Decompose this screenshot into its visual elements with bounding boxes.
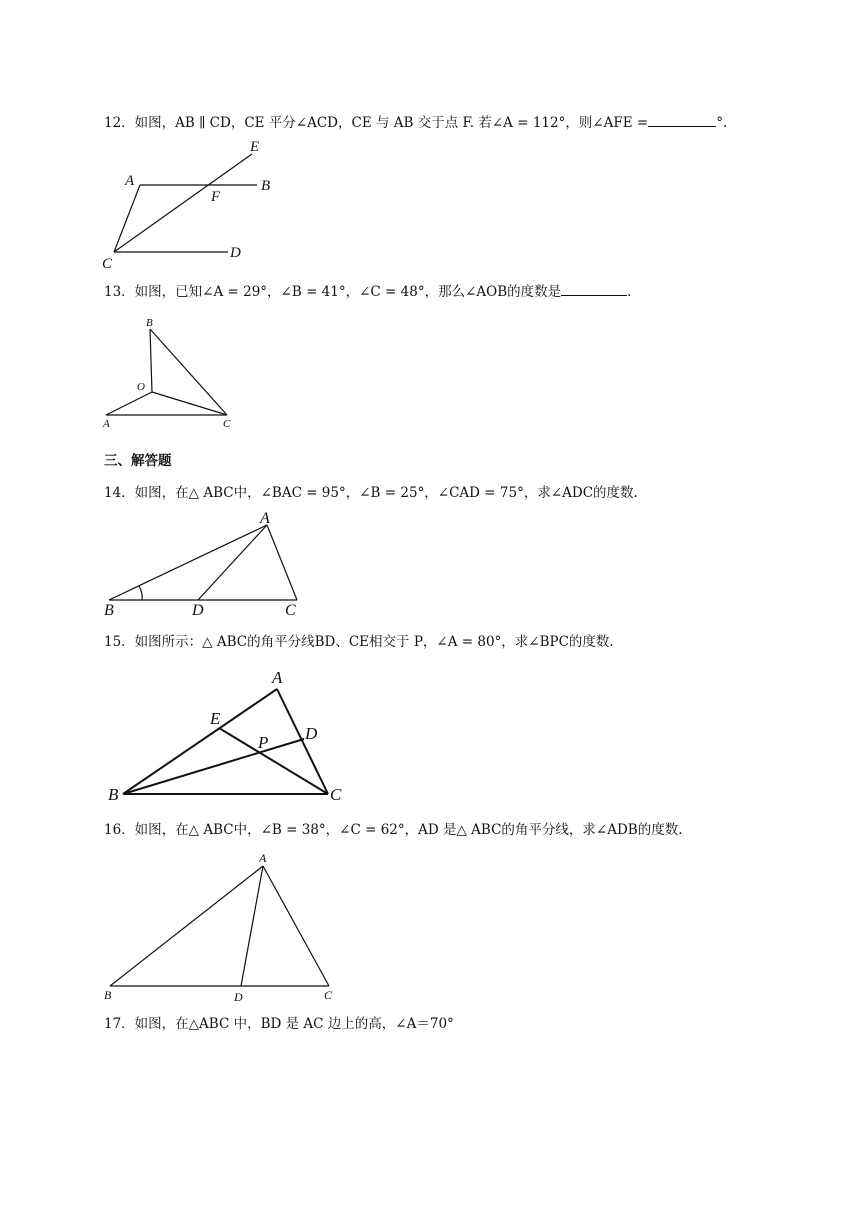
label-P: P	[258, 733, 269, 752]
figure-13	[100, 312, 240, 432]
question-16	[104, 820, 683, 840]
segment-BO	[150, 329, 152, 392]
label-C: C	[330, 785, 342, 804]
label-F: F	[211, 189, 221, 205]
segment-BC	[150, 329, 227, 415]
label-A: A	[259, 851, 267, 865]
figure-12	[100, 138, 300, 272]
label-D: D	[192, 602, 204, 619]
label-D: D	[230, 245, 241, 261]
segment-AD	[241, 866, 263, 986]
segment-CE	[114, 154, 252, 252]
question-13	[104, 281, 631, 302]
label-B: B	[146, 317, 153, 329]
answer-blank-12	[648, 112, 716, 127]
segment-OC	[152, 392, 227, 415]
label-C: C	[102, 256, 113, 272]
label-E: E	[210, 709, 221, 728]
question-12-text: 12．如图，AB ∥ CD，CE 平分∠ACD，CE 与 AB 交于点 F. 若∠A = 112°，则∠AFE =	[104, 115, 649, 131]
answer-blank-13	[561, 281, 627, 296]
label-B: B	[104, 602, 114, 619]
label-D: D	[305, 724, 318, 743]
segment-BA	[110, 866, 263, 986]
label-C: C	[223, 418, 231, 430]
label-A: A	[103, 418, 110, 430]
figure-16	[100, 848, 350, 1008]
label-B: B	[104, 988, 112, 1002]
question-16-text: 16．如图，在△ ABC中，∠B = 38°，∠C = 62°，AD 是△ ABC的角平分线，求∠ADB的度数.	[104, 822, 683, 838]
angle-mark-B	[139, 586, 142, 600]
label-D: D	[234, 990, 243, 1004]
segment-BA	[123, 689, 277, 794]
label-B: B	[261, 178, 271, 194]
segment-OA	[106, 392, 152, 415]
segment-AC	[263, 866, 329, 986]
label-O: O	[137, 381, 145, 393]
question-13-text: 13．如图，已知∠A = 29°，∠B = 41°，∠C = 48°，那么∠AOB的度数是	[104, 284, 562, 300]
figure-14	[100, 508, 310, 618]
segment-AD	[198, 525, 267, 600]
question-14	[104, 483, 638, 503]
question-12-text-end: °.	[716, 115, 728, 131]
label-A: A	[125, 173, 135, 189]
question-14-text: 14．如图，在△ ABC中，∠BAC = 95°，∠B = 25°，∠CAD = 75°，求∠ADC的度数.	[104, 485, 638, 501]
question-13-text-end: .	[627, 284, 632, 300]
question-17	[104, 1014, 454, 1034]
section-heading-text: 三、解答题	[104, 453, 172, 469]
segment-BD	[123, 739, 304, 794]
label-C: C	[324, 988, 333, 1002]
question-17-text: 17．如图，在△ABC 中，BD 是 AC 边上的高，∠A＝70°	[104, 1016, 454, 1032]
question-12	[104, 112, 727, 133]
label-A: A	[260, 510, 270, 527]
segment-AC	[267, 525, 297, 600]
label-E: E	[250, 139, 260, 155]
segment-AC	[114, 185, 140, 252]
question-15	[104, 632, 614, 652]
figure-15	[100, 668, 360, 808]
section-heading	[104, 451, 172, 471]
label-C: C	[285, 602, 296, 619]
label-A: A	[272, 668, 283, 687]
question-15-text: 15．如图所示：△ ABC的角平分线BD、CE相交于 P，∠A = 80°，求∠BPC的度数.	[104, 634, 614, 650]
segment-BA	[109, 525, 267, 600]
label-B: B	[108, 785, 119, 804]
